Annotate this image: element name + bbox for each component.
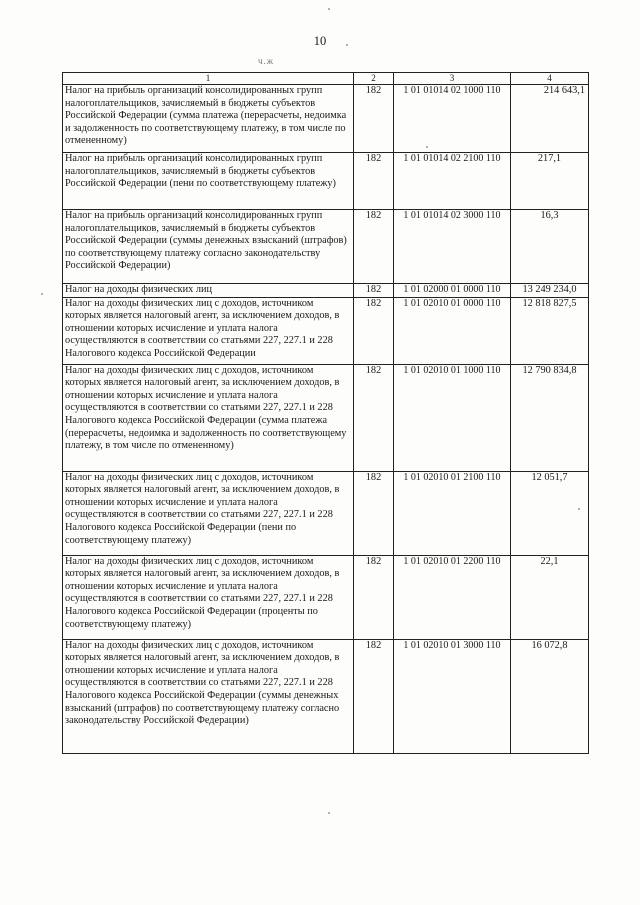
administrator-code-cell: 182 bbox=[354, 297, 394, 364]
budget-code-cell: 1 01 02010 01 2200 110 bbox=[394, 555, 511, 639]
budget-code-cell: 1 01 01014 02 2100 110 bbox=[394, 153, 511, 210]
column-header-4: 4 bbox=[511, 73, 589, 85]
revenue-name-cell: Налог на доходы физических лиц с доходов, источником которых является налоговый агент, за исключением доходов, в отношении которых исчисление и уплата налога осуществляются в соответствии со статьями 227, 227.1 и 228 Налогового кодекса Российской Федерации (сумма платежа (перерасчеты, недоимка и задолженность по соответствующему платежу, в том числе по отмененному) bbox=[63, 364, 354, 471]
budget-code-cell: 1 01 02010 01 2100 110 bbox=[394, 471, 511, 555]
budget-code-cell: 1 01 01014 02 1000 110 bbox=[394, 85, 511, 153]
revenue-name-cell: Налог на доходы физических лиц bbox=[63, 284, 354, 298]
budget-code-cell: 1 01 02010 01 1000 110 bbox=[394, 364, 511, 471]
table-row bbox=[63, 210, 589, 284]
budget-code-cell: 1 01 02010 01 3000 110 bbox=[394, 639, 511, 753]
table-row bbox=[63, 555, 589, 639]
table-row bbox=[63, 153, 589, 210]
table-row bbox=[63, 471, 589, 555]
table-body bbox=[63, 85, 589, 754]
revenue-name-cell: Налог на прибыль организаций консолидированных групп налогоплательщиков, зачисляемый в бюджеты субъектов Российской Федерации (сумма платежа (перерасчеты, недоимка и задолженность по соответствующему платежу, в том числе по отмененному) bbox=[63, 85, 354, 153]
revenue-table bbox=[62, 72, 589, 754]
administrator-code-cell: 182 bbox=[354, 471, 394, 555]
header-row bbox=[63, 73, 589, 85]
revenue-name-cell: Налог на доходы физических лиц с доходов, источником которых является налоговый агент, за исключением доходов, в отношении которых исчисление и уплата налога осуществляются в соответствии со статьями 227, 227.1 и 228 Налогового кодекса Российской Федерации bbox=[63, 297, 354, 364]
table-row bbox=[63, 639, 589, 753]
scan-speck bbox=[346, 44, 348, 46]
amount-cell: 12 051,7 bbox=[511, 471, 589, 555]
column-header-3: 3 bbox=[394, 73, 511, 85]
scan-mark: ч.ж bbox=[258, 56, 274, 66]
table-header bbox=[63, 73, 589, 85]
table-row bbox=[63, 284, 589, 298]
budget-code-cell: 1 01 02010 01 0000 110 bbox=[394, 297, 511, 364]
scan-speck bbox=[328, 8, 330, 10]
revenue-name-cell: Налог на доходы физических лиц с доходов, источником которых является налоговый агент, за исключением доходов, в отношении которых исчисление и уплата налога осуществляются в соответствии со статьями 227, 227.1 и 228 Налогового кодекса Российской Федерации (пени по соответствующему платежу) bbox=[63, 471, 354, 555]
budget-code-cell: 1 01 01014 02 3000 110 bbox=[394, 210, 511, 284]
table-row bbox=[63, 85, 589, 153]
amount-cell: 12 818 827,5 bbox=[511, 297, 589, 364]
column-header-2: 2 bbox=[354, 73, 394, 85]
amount-cell: 217,1 bbox=[511, 153, 589, 210]
revenue-name-cell: Налог на прибыль организаций консолидированных групп налогоплательщиков, зачисляемый в бюджеты субъектов Российской Федерации (суммы денежных взысканий (штрафов) по соответствующему платежу согласно законодательству Российской Федерации) bbox=[63, 210, 354, 284]
table-row bbox=[63, 297, 589, 364]
administrator-code-cell: 182 bbox=[354, 284, 394, 298]
amount-cell: 214 643,1 bbox=[511, 85, 589, 153]
revenue-name-cell: Налог на прибыль организаций консолидированных групп налогоплательщиков, зачисляемый в бюджеты субъектов Российской Федерации (пени по соответствующему платежу) bbox=[63, 153, 354, 210]
page-number: 10 bbox=[313, 34, 327, 48]
administrator-code-cell: 182 bbox=[354, 85, 394, 153]
administrator-code-cell: 182 bbox=[354, 364, 394, 471]
table-row bbox=[63, 364, 589, 471]
revenue-name-cell: Налог на доходы физических лиц с доходов, источником которых является налоговый агент, за исключением доходов, в отношении которых исчисление и уплата налога осуществляются в соответствии со статьями 227, 227.1 и 228 Налогового кодекса Российской Федерации (проценты по соответствующему платежу) bbox=[63, 555, 354, 639]
administrator-code-cell: 182 bbox=[354, 555, 394, 639]
column-header-1: 1 bbox=[63, 73, 354, 85]
amount-cell: 22,1 bbox=[511, 555, 589, 639]
revenue-name-cell: Налог на доходы физических лиц с доходов, источником которых является налоговый агент, за исключением доходов, в отношении которых исчисление и уплата налога осуществляются в соответствии со статьями 227, 227.1 и 228 Налогового кодекса Российской Федерации (суммы денежных взысканий (штрафов) по соответствующему платежу согласно законодательству Российской Федерации) bbox=[63, 639, 354, 753]
budget-code-cell: 1 01 02000 01 0000 110 bbox=[394, 284, 511, 298]
administrator-code-cell: 182 bbox=[354, 153, 394, 210]
amount-cell: 12 790 834,8 bbox=[511, 364, 589, 471]
administrator-code-cell: 182 bbox=[354, 210, 394, 284]
amount-cell: 16,3 bbox=[511, 210, 589, 284]
scan-speck bbox=[41, 293, 43, 295]
amount-cell: 13 249 234,0 bbox=[511, 284, 589, 298]
scan-speck bbox=[328, 812, 330, 814]
administrator-code-cell: 182 bbox=[354, 639, 394, 753]
amount-cell: 16 072,8 bbox=[511, 639, 589, 753]
